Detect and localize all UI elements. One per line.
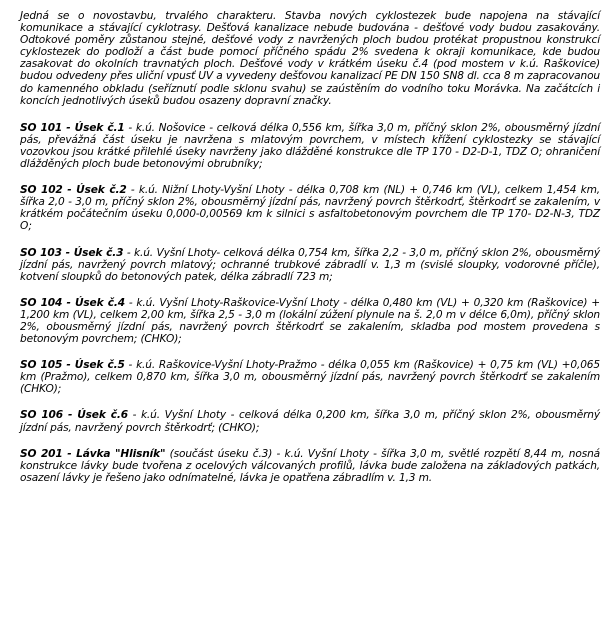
so-104-paragraph [20, 297, 600, 345]
item-text: - k.ú. Raškovice-Vyšní Lhoty-Pražmo - délka 0,055 km (Raškovice) + 0,75 km (VL) +0,065 km (Pražmo), celkem 0,870 km, šířka 3,0 m, obousměrný jízdní pás, navržený povrch štěrkodrť se zakalením (CHKO); [20, 359, 600, 396]
item-section-title: Lávka "Hlisník" [76, 447, 166, 460]
item-section-title: Úsek č.4 [74, 296, 125, 309]
item-text: (součást úseku č.3) - k.ú. Vyšní Lhoty - šířka 3,0 m, světlé rozpětí 8,44 m, nosná konstrukce lávky bude tvořena z ocelových válcovaných profilů, lávka bude založena na základových patkách, osazení lávky je řešeno jako odnímatelné, lávka je opatřena zábradlím v. 1,3 m. [20, 447, 600, 484]
item-separator: - [62, 447, 77, 460]
item-separator: - [62, 296, 75, 309]
item-section-title: Úsek č.2 [76, 184, 127, 197]
item-text: - k.ú. Nižní Lhoty-Vyšní Lhoty - délka 0,708 km (NL) + 0,746 km (VL), celkem 1,454 km, šířka 2,0 - 3,0 m, příčný sklon 2%, obousměrný jízdní pás, navržený povrch štěrkodrť, štěrkodrť se zakalením, v krátkém počátečním úseku 0,000-0,00569 km k silnici s asfaltobetonovým povrchem dle TP 170- D2-N-3, TDZ O; [20, 184, 600, 233]
item-section-title: Úsek č.5 [74, 359, 125, 372]
item-text: - k.ú. Nošovice - celková délka 0,556 km, šířka 3,0 m, příčný sklon 2%, obousměrný jízdní pás, převážná část úseku je navržena s mlatovým povrchem, v místech křížení cyklostezky se stávající vozovkou jsou krátké přilehlé úseky navrženy jako dlážděné konstrukce dle TP 170 - D2-D-1, TDZ O; ohraničení dlážděných ploch bude betonovými obrubníky; [20, 121, 600, 171]
intro-paragraph: Jedná se o novostavbu, trvalého charakteru. Stavba nových cyklostezek bude napojena na stávající komunikace a stávající cyklotrasy. Dešťová kanalizace nebude budována - dešťové vody budou zasakovány. Odtokové poměry zůstanou stejné, dešťové vody z navržených ploch budou protékat propustnou konstrukcí cyklostezek do podloží a část bude pomocí příčného spádu 2% svedena k okraji komunikace, kde budou zasakovat do okolních travnatých ploch. Dešťové vody v krátkém úseku č.4 (pod mostem v k.ú. Raškovice) budou odvedeny přes uliční vpusť UV a vyvedeny dešťovou kanalizací PE DN 150 SN8 dl. cca 8 m zapracovanou do kamenného obkladu (seříznutí podle sklonu svahu) se zaústěním do vodního toku Morávka. Na začátcích i koncích jednotlivých úseků budou osazeny dopravní značky. [20, 10, 600, 107]
item-section-title: Úsek č.3 [73, 246, 124, 259]
item-code: SO 104 [20, 296, 63, 309]
so-105-paragraph [20, 359, 600, 395]
item-code: SO 101 [20, 121, 63, 134]
item-text: - k.ú. Vyšní Lhoty-Raškovice-Vyšní Lhoty - délka 0,480 km (VL) + 0,320 km (Raškovice) + 1,200 km (VL), celkem 2,00 km, šířka 2,5 - 3,0 m (lokální zúžení plynule na š. 2,0 m v délce 6,0m), příčný sklon 2%, obousměrný jízdní pás, navržený povrch štěrkodrť se zakalením, skladba pod mostem provedena s betonovým povrchem; (CHKO); [20, 296, 600, 346]
item-separator: - [62, 184, 77, 197]
so-101-paragraph [20, 122, 600, 170]
item-code: SO 105 [20, 359, 63, 372]
item-code: SO 102 [20, 184, 63, 197]
item-section-title: Úsek č.6 [77, 409, 128, 422]
item-code: SO 103 [20, 246, 62, 259]
so-201-paragraph [20, 448, 600, 484]
item-separator: - [62, 121, 75, 134]
so-106-paragraph [20, 409, 600, 433]
item-separator: - [61, 246, 74, 259]
item-code: SO 106 [20, 409, 63, 422]
item-code: SO 201 [20, 447, 63, 460]
item-section-title: Úsek č.1 [74, 121, 125, 134]
item-separator: - [62, 359, 75, 372]
so-102-paragraph [20, 184, 600, 232]
so-103-paragraph [20, 247, 600, 283]
item-text: - k.ú. Vyšní Lhoty- celková délka 0,754 km, šířka 2,2 - 3,0 m, příčný sklon 2%, obousměrný jízdní pás, navržený povrch mlatový; ochranné trubkové zábradlí v. 1,3 m (svislé sloupky, vodorovné příčle), kotvení sloupků do betonových patek, délka zábradlí 723 m; [20, 246, 600, 283]
item-text: - k.ú. Vyšní Lhoty - celková délka 0,200 km, šířka 3,0 m, příčný sklon 2%, obousměrný jízdní pás, navržený povrch štěrkodrť; (CHKO); [20, 409, 600, 434]
item-separator: - [62, 409, 78, 422]
